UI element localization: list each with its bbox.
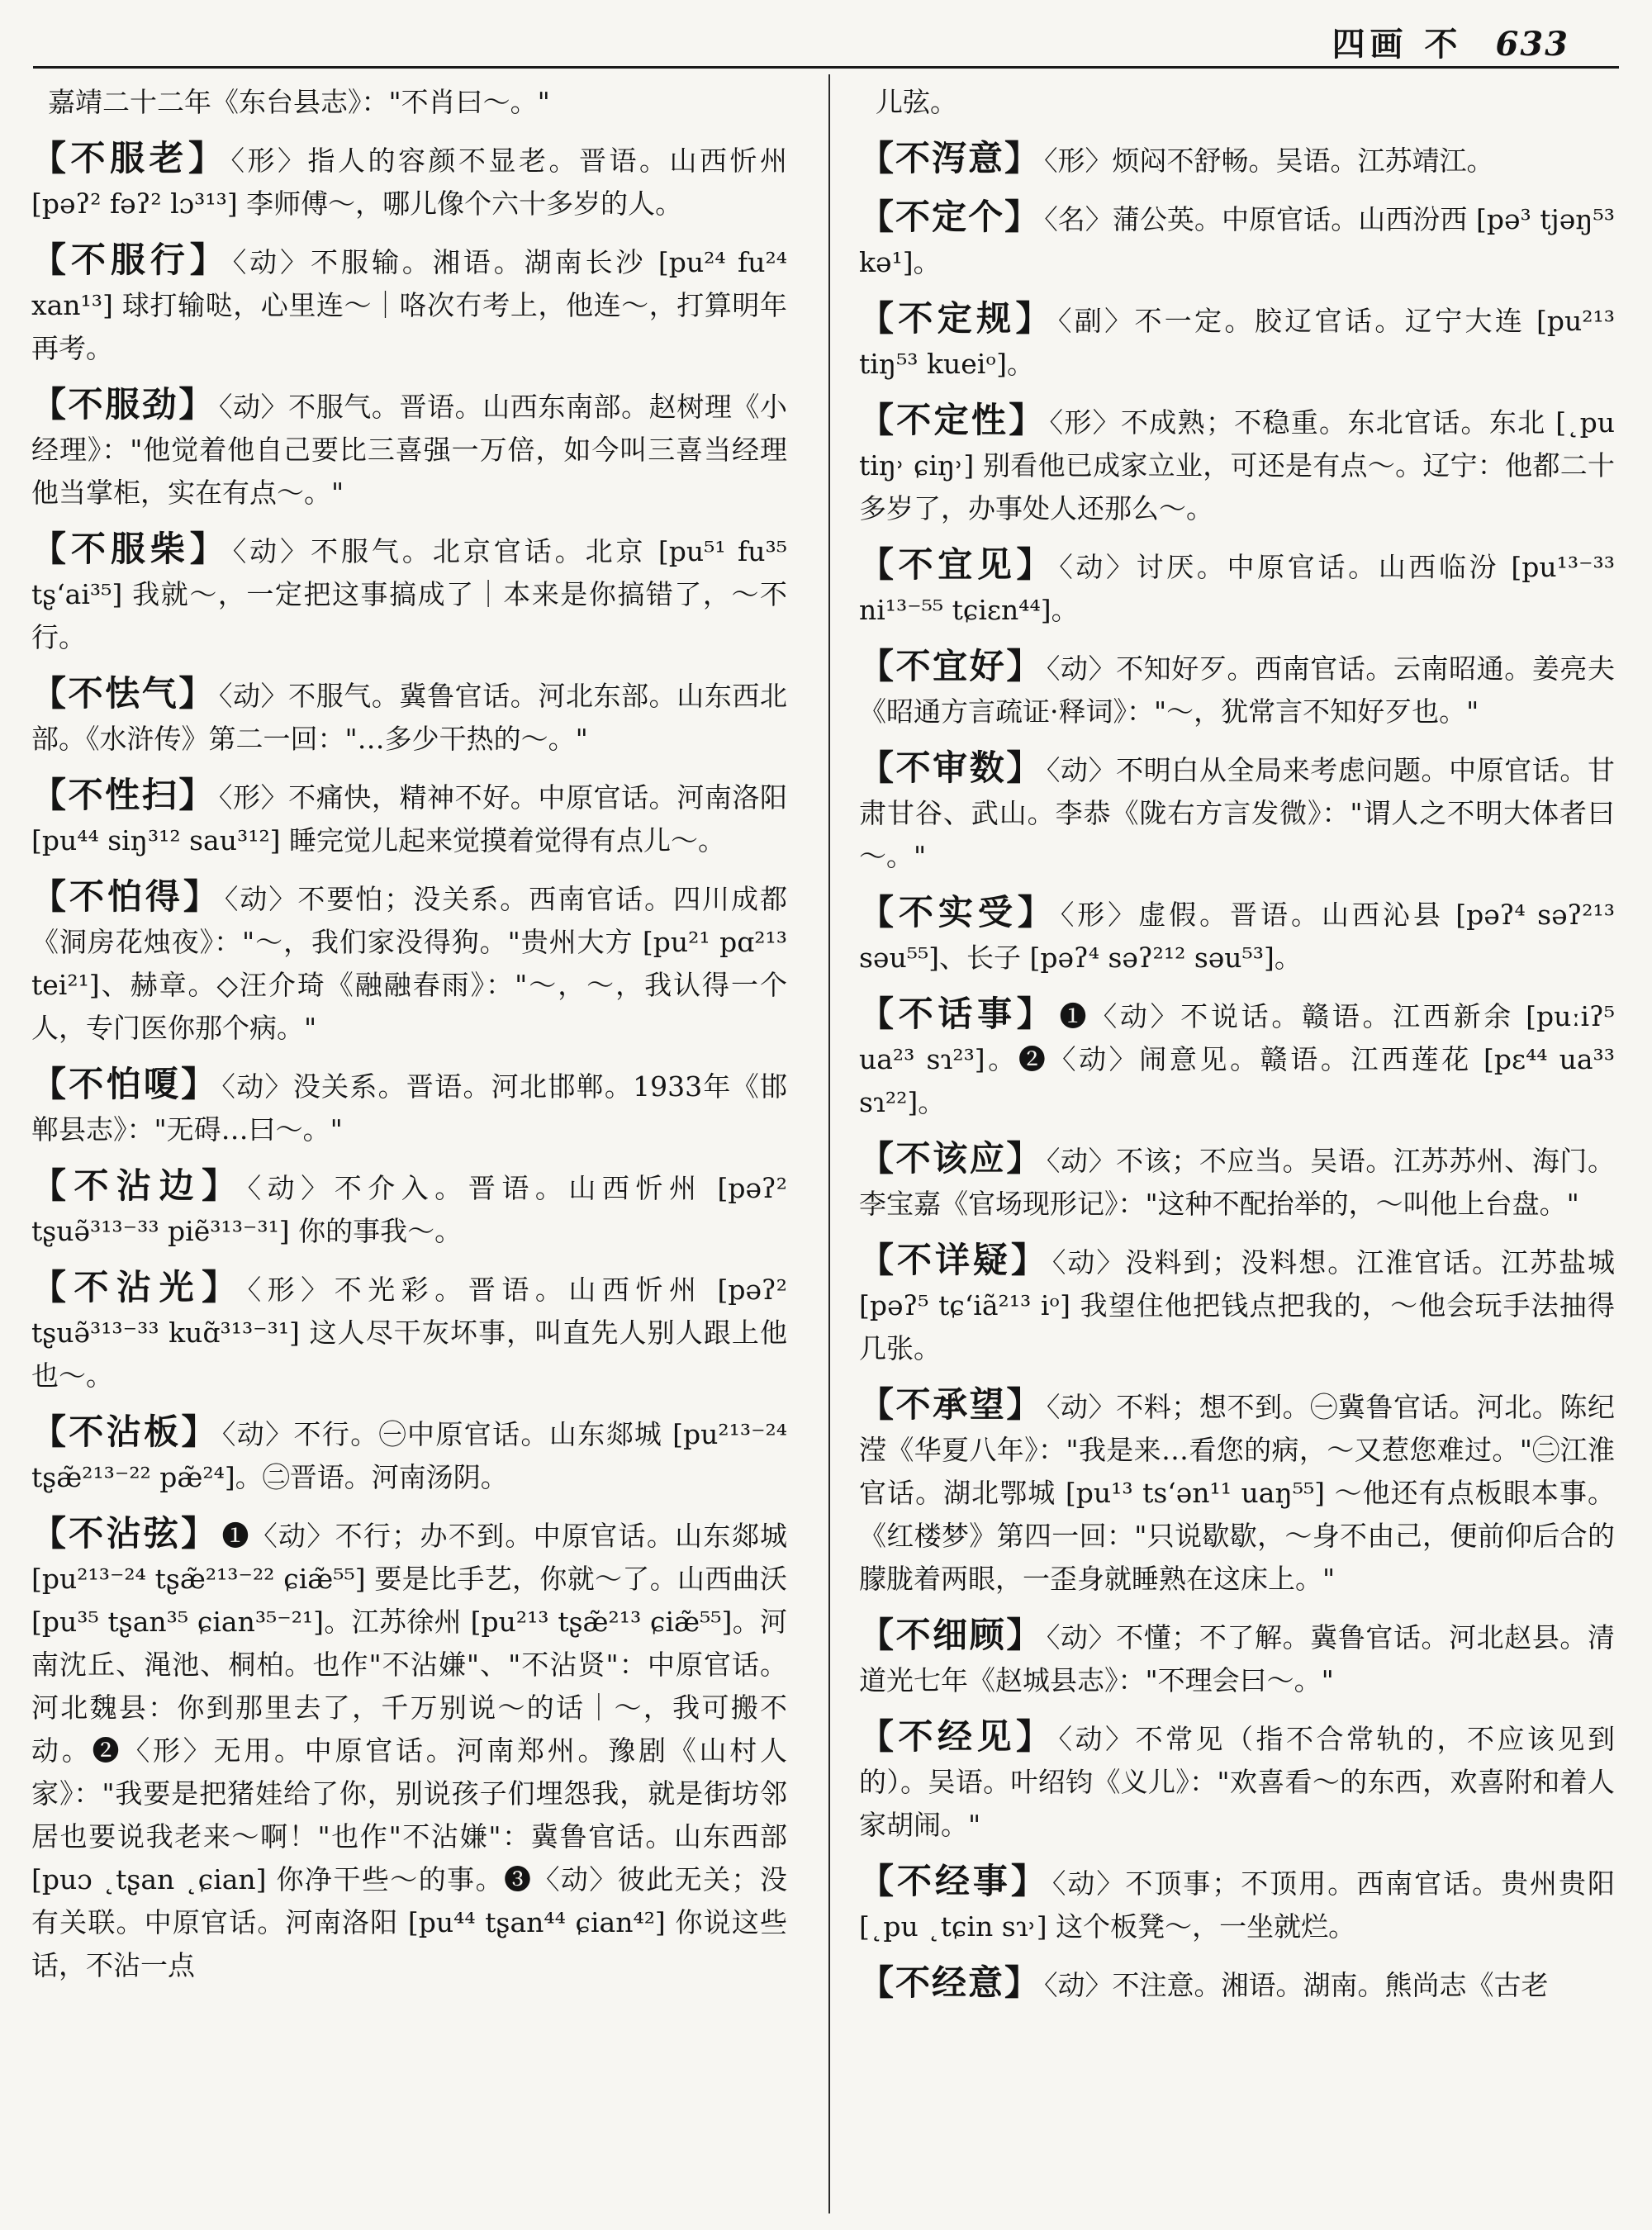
- entry-headword: 【不定性】: [859, 400, 1047, 440]
- entry-headword: 【不实受】: [859, 892, 1057, 932]
- entry-headword: 【不沾光】: [31, 1267, 244, 1307]
- entry-definition: 〈动〉不顶事；不顶用。西南官话。贵州贵阳 [˛pu ˛tɕin sɿ˒] 这个板凳～，一坐就烂。: [859, 1867, 1615, 1943]
- entry-definition: 〈动〉不料；想不到。㊀冀鲁官话。河北。陈纪滢《华夏八年》："我是来…看您的病，～又惹您难过。"㊁江淮官话。湖北鄂城 [pu¹³ tsʻən¹¹ uaŋ⁵⁵] ～他还有点板眼本事。《红楼梦》第四一回："只说歇歇，～身不由己，便前仰后合的朦胧着两眼，一歪身就睡熟在这床上。": [859, 1391, 1615, 1595]
- dictionary-entry: [31, 528, 787, 659]
- dictionary-entry: [31, 1266, 787, 1397]
- dictionary-entry: [859, 543, 1615, 632]
- entry-headword: 【不定规】: [859, 298, 1055, 339]
- entry-definition: 〈动〉不知好歹。西南官话。云南昭通。姜亮夫《昭通方言疏证·释词》："～，犹常言不知好歹也。": [859, 652, 1615, 728]
- dictionary-entry: [31, 672, 787, 761]
- dictionary-entry: [31, 774, 787, 862]
- entry-headword: 【不怯气】: [31, 673, 216, 714]
- dictionary-entry: [859, 891, 1615, 980]
- section-title: 四画 不: [1332, 25, 1463, 64]
- dictionary-entry: [859, 297, 1615, 386]
- dictionary-entry: [31, 137, 787, 225]
- entry-headword: 【不怕嗄】: [31, 1064, 219, 1104]
- entry-headword: 【不定个】: [859, 197, 1042, 237]
- entry-definition: 〈名〉蒲公英。中原官话。山西汾西 [pə³ tjəŋ⁵³ kə¹]。: [859, 203, 1615, 278]
- entry-definition: ❶〈动〉不行；办不到。中原官话。山东郯城 [pu²¹³⁻²⁴ tʂæ̃²¹³⁻²² ɕiæ̃⁵⁵] 要是比手艺，你就～了。山西曲沃 [pu³⁵ tʂan³⁵ ɕian³⁵⁻²¹]。江苏徐州 [pu²¹³ tʂæ̃²¹³ ɕiæ̃⁵⁵]。河南沈丘、渑池、桐柏。也作"不沾嫌"、"不沾贤"：中原官话。河北魏县：你到那里去了，千万别说～的话｜～，我可搬不动。❷〈形〉无用。中原官话。河南郑州。豫剧《山村人家》："我要是把猪娃给了你，别说孩子们埋怨我，就是街坊邻居也要说我老来～啊！"也作"不沾嫌"：冀鲁官话。山东西部 [puɔ ˛tʂan ˛ɕian] 你净干些～的事。❸〈动〉彼此无关；没有关联。中原官话。河南洛阳 [pu⁴⁴ tʂan⁴⁴ ɕian⁴²] 你说这些话，不沾一点: [31, 1520, 787, 1981]
- entry-definition: 〈形〉烦闷不舒畅。吴语。江苏靖江。: [1044, 145, 1494, 177]
- left-column: [31, 81, 787, 2000]
- entry-headword: 【不该应】: [859, 1138, 1043, 1179]
- entry-definition: 〈动〉不要怕；没关系。西南官话。四川成都《洞房花烛夜》："～，我们家没得狗。"贵州大方 [pu²¹ pɑ²¹³ tei²¹]、赫章。◇汪介琦《融融春雨》："～，～，我认得一个人，专门医你那个病。": [31, 883, 787, 1044]
- entry-headword: 【不经见】: [859, 1716, 1056, 1757]
- entry-definition: 〈动〉不常见（指不合常轨的，不应该见到的）。吴语。叶绍钧《义儿》："欢喜看～的东西，欢喜附和着人家胡闹。": [859, 1723, 1615, 1841]
- dictionary-entry: [31, 1411, 787, 1499]
- entry-definition: 〈动〉不该；不应当。吴语。江苏苏州、海门。李宝嘉《官场现形记》："这种不配抬举的，～叫他上台盘。": [859, 1145, 1615, 1220]
- dictionary-entry: [859, 747, 1615, 878]
- entry-headword: 【不服行】: [31, 240, 230, 280]
- header-rule: [33, 66, 1619, 69]
- entry-definition: 〈动〉不服输。湘语。湖南长沙 [pu²⁴ fu²⁴ xan¹³] 球打输哒，心里连～｜咯次冇考上，他连～，打算明年再考。: [31, 246, 787, 364]
- entry-headword: 【不服柴】: [31, 529, 230, 569]
- entry-headword: 【不宜好】: [859, 646, 1043, 686]
- entry-definition: 〈动〉不服气。冀鲁官话。河北东部。山东西北部。《水浒传》第二一回："…多少干热的～。": [31, 680, 787, 755]
- entry-headword: 【不经意】: [859, 1962, 1042, 2003]
- dictionary-entry: [859, 1614, 1615, 1702]
- running-head: [1332, 18, 1569, 65]
- column-divider: [828, 74, 830, 2213]
- entry-headword: 【不沾板】: [31, 1412, 219, 1452]
- entry-definition: 〈形〉不成熟；不稳重。东北官话。东北 [˛pu tiŋ˒ ɕiŋ˒] 别看他已成家立业，可还是有点～。辽宁：他都二十多岁了，办事处人还那么～。: [859, 406, 1615, 524]
- entry-definition: 〈动〉不服气。晋语。山西东南部。赵树理《小经理》："他觉着他自己要比三喜强一万倍，如今叫三喜当经理他当掌柜，实在有点～。": [31, 391, 787, 509]
- continuation-text: 儿弦。: [876, 86, 957, 118]
- dictionary-entry: [859, 1239, 1615, 1370]
- entry-definition: ❶〈动〉不说话。赣语。江西新余 [puːiʔ⁵ ua²³ sɿ²³]。❷〈动〉闹意见。赣语。江西莲花 [pɛ⁴⁴ ua³³ sɿ²²]。: [859, 1000, 1615, 1118]
- entry-definition: 〈动〉不行。㊀中原官话。山东郯城 [pu²¹³⁻²⁴ tʂæ̃²¹³⁻²² pæ̃²⁴]。㊁晋语。河南汤阴。: [31, 1418, 787, 1493]
- entry-definition: 〈动〉不服气。北京官话。北京 [pu⁵¹ fu³⁵ tʂʻai³⁵] 我就～，一定把这事搞成了｜本来是你搞错了，～不行。: [31, 535, 787, 653]
- dictionary-entry: [859, 1860, 1615, 1948]
- dictionary-entry: [859, 1715, 1615, 1847]
- dictionary-entry: [859, 1962, 1615, 2007]
- entry-headword: 【不审数】: [859, 747, 1043, 788]
- entry-headword: 【不沾边】: [31, 1165, 244, 1206]
- entry-headword: 【不服老】: [31, 138, 228, 178]
- entry-headword: 【不性扫】: [31, 775, 216, 815]
- dictionary-entry: [31, 1165, 787, 1253]
- entry-definition: 〈副〉不一定。胶辽官话。辽宁大连 [pu²¹³ tiŋ⁵³ kueiᵒ]。: [859, 305, 1615, 380]
- entry-headword: 【不详疑】: [859, 1240, 1049, 1280]
- dictionary-entry: [859, 645, 1615, 733]
- dictionary-entry: [859, 1137, 1615, 1226]
- entry-definition: 〈形〉指人的容颜不显老。晋语。山西忻州 [pəʔ² fəʔ² lɔ³¹³] 李师傅～，哪儿像个六十多岁的人。: [31, 145, 787, 220]
- entry-headword: 【不宜见】: [859, 544, 1056, 585]
- dictionary-entry: [859, 137, 1615, 183]
- entry-headword: 【不话事】: [859, 994, 1056, 1034]
- dictionary-entry: [859, 1383, 1615, 1601]
- entry-definition: 〈动〉没料到；没料想。江淮官话。江苏盐城 [pəʔ⁵ tɕʻiã²¹³ iᵒ] 我望住他把钱点把我的，～他会玩手法抽得几张。: [859, 1246, 1615, 1364]
- dictionary-entry: [31, 1063, 787, 1151]
- right-column: [859, 81, 1615, 2020]
- continuation-text: 嘉靖二十二年《东台县志》："不肖曰～。": [48, 86, 550, 118]
- entry-definition: 〈动〉不注意。湘语。湖南。熊尚志《古老: [1044, 1969, 1549, 2001]
- entry-headword: 【不泻意】: [859, 138, 1042, 178]
- page-header: [33, 15, 1619, 73]
- entry-headword: 【不怕得】: [31, 876, 221, 917]
- entry-definition: 〈形〉不痛快，精神不好。中原官话。河南洛阳 [pu⁴⁴ siŋ³¹² sau³¹²] 睡完觉儿起来觉摸着觉得有点儿～。: [31, 781, 787, 856]
- entry-headword: 【不经事】: [859, 1861, 1049, 1901]
- entry-headword: 【不细顾】: [859, 1615, 1043, 1655]
- entry-definition: 〈形〉虚假。晋语。山西沁县 [pəʔ⁴ səʔ²¹³ səu⁵⁵]、长子 [pəʔ⁴ səʔ²¹² səu⁵³]。: [859, 899, 1615, 974]
- dictionary-entry: [31, 875, 787, 1050]
- dictionary-entry: [31, 239, 787, 370]
- entry-headword: 【不承望】: [859, 1384, 1043, 1425]
- entry-definition: 〈动〉不介入。晋语。山西忻州 [pəʔ² tʂuə̃³¹³⁻³³ piẽ³¹³⁻³¹] 你的事我～。: [31, 1172, 787, 1247]
- entry-definition: 〈动〉不明白从全局来考虑问题。中原官话。甘肃甘谷、武山。李恭《陇右方言发微》："谓人之不明大体者曰～。": [859, 754, 1615, 872]
- dictionary-entry: [859, 993, 1615, 1124]
- entry-definition: 〈动〉讨厌。中原官话。山西临汾 [pu¹³⁻³³ ni¹³⁻⁵⁵ tɕiɛn⁴⁴]。: [859, 551, 1615, 626]
- entry-definition: 〈动〉不懂；不了解。冀鲁官话。河北赵县。清道光七年《赵城县志》："不理会曰～。": [859, 1621, 1615, 1696]
- dictionary-entry: [859, 399, 1615, 530]
- dictionary-entry: [31, 1512, 787, 1987]
- entry-headword: 【不服劲】: [31, 384, 216, 425]
- entry-definition: 〈动〉没关系。晋语。河北邯郸。1933年《邯郸县志》："无碍…曰～。": [31, 1070, 787, 1146]
- dictionary-entry: [31, 383, 787, 515]
- entry-definition: 〈形〉不光彩。晋语。山西忻州 [pəʔ² tʂuə̃³¹³⁻³³ kuɑ̃³¹³⁻³¹] 这人尽干灰坏事，叫直先人别人跟上他也～。: [31, 1274, 787, 1392]
- page-number: 633: [1495, 25, 1569, 64]
- dictionary-entry: [859, 196, 1615, 284]
- entry-headword: 【不沾弦】: [31, 1513, 219, 1554]
